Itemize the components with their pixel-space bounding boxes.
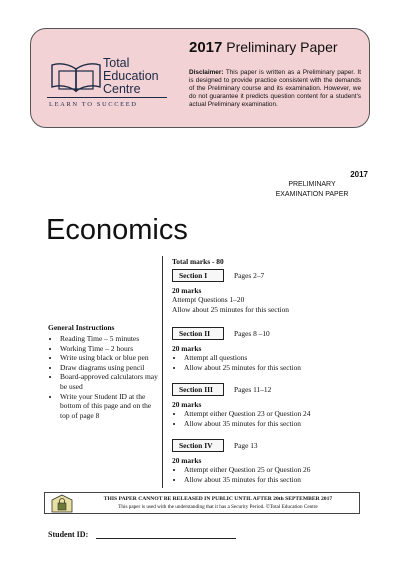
section-1 xyxy=(172,269,289,314)
total-education-centre-logo xyxy=(45,53,185,123)
logo-tagline: LEARN TO SUCCEED xyxy=(49,101,138,108)
section-pages: Pages 8 –10 xyxy=(234,329,270,338)
section-bullet: • Attempt all questions xyxy=(184,353,301,363)
book-icon xyxy=(49,61,103,97)
security-notice-text: This paper is used with the understanding that it has a Security Period. ©Total Education Centre xyxy=(118,504,318,510)
section-marks: 20 marks xyxy=(172,286,202,295)
student-id-field xyxy=(48,530,236,539)
section-2 xyxy=(172,327,301,373)
header-panel xyxy=(30,28,370,128)
section-label: Section III xyxy=(172,383,224,396)
disclaimer xyxy=(189,69,361,109)
instruction-item: • Working Time – 2 hours xyxy=(60,344,160,354)
section-3 xyxy=(172,383,310,429)
logo-rule xyxy=(47,97,167,98)
section-label: Section IV xyxy=(172,439,224,452)
subject-title: Economics xyxy=(46,214,188,246)
section-bullet: • Attempt either Question 25 or Question 26 xyxy=(184,465,310,475)
instruction-item: • Write using black or blue pen xyxy=(60,353,160,363)
section-bullet: • Allow about 35 minutes for this section xyxy=(184,475,310,485)
section-label: Section I xyxy=(172,269,224,282)
instruction-item: • Board-approved calculators may be used xyxy=(60,372,160,391)
instruction-item: • Write your Student ID at the bottom of this page and on the top of page 8 xyxy=(60,392,160,421)
section-bullet: • Allow about 35 minutes for this section xyxy=(184,419,310,429)
exam-year: 2017 xyxy=(350,170,368,179)
logo-name: Total Education Centre xyxy=(103,56,159,96)
exam-type-line1: PRELIMINARY xyxy=(288,181,336,188)
student-id-label: Student ID: xyxy=(48,530,89,539)
column-divider xyxy=(162,256,163,488)
general-instructions xyxy=(48,323,160,420)
section-marks: 20 marks xyxy=(172,344,202,353)
section-marks: 20 marks xyxy=(172,456,202,465)
paper-title xyxy=(189,39,338,56)
section-4 xyxy=(172,439,310,485)
padlock-icon xyxy=(51,494,73,513)
section-line: Allow about 25 minutes for this section xyxy=(172,304,290,314)
security-notice xyxy=(44,492,360,514)
disclaimer-text: This paper is written as a Preliminary paper. It is designed to provide practice consistent with the demands of the Preliminary course and its examination. However, we do not guarantee it predicts question content for a student's actual Preliminary examination. xyxy=(189,69,361,108)
security-notice-title: THIS PAPER CANNOT BE RELEASED IN PUBLIC UNTIL AFTER 20th SEPTEMBER 2017 xyxy=(103,496,333,502)
section-bullet: • Allow about 25 minutes for this section xyxy=(184,363,301,373)
section-line: Attempt Questions 1–20 xyxy=(172,295,245,304)
section-marks: 20 marks xyxy=(172,400,202,409)
section-pages: Pages 11–12 xyxy=(234,385,272,394)
instruction-item: • Reading Time – 5 minutes xyxy=(60,334,160,344)
section-pages: Page 13 xyxy=(234,441,258,450)
disclaimer-label: Disclaimer: xyxy=(189,69,224,76)
general-instructions-title: General Instructions xyxy=(48,323,115,332)
instruction-item: • Draw diagrams using pencil xyxy=(60,363,160,373)
section-pages: Pages 2–7 xyxy=(234,271,265,280)
paper-year: 2017 xyxy=(189,39,223,56)
section-bullet: • Attempt either Question 23 or Question 24 xyxy=(184,409,310,419)
paper-title-text: Preliminary Paper xyxy=(226,39,338,55)
total-marks: Total marks - 80 xyxy=(172,257,224,266)
exam-type-line2: EXAMINATION PAPER xyxy=(275,191,349,198)
student-id-input-line[interactable] xyxy=(96,530,236,539)
section-label: Section II xyxy=(172,327,224,340)
